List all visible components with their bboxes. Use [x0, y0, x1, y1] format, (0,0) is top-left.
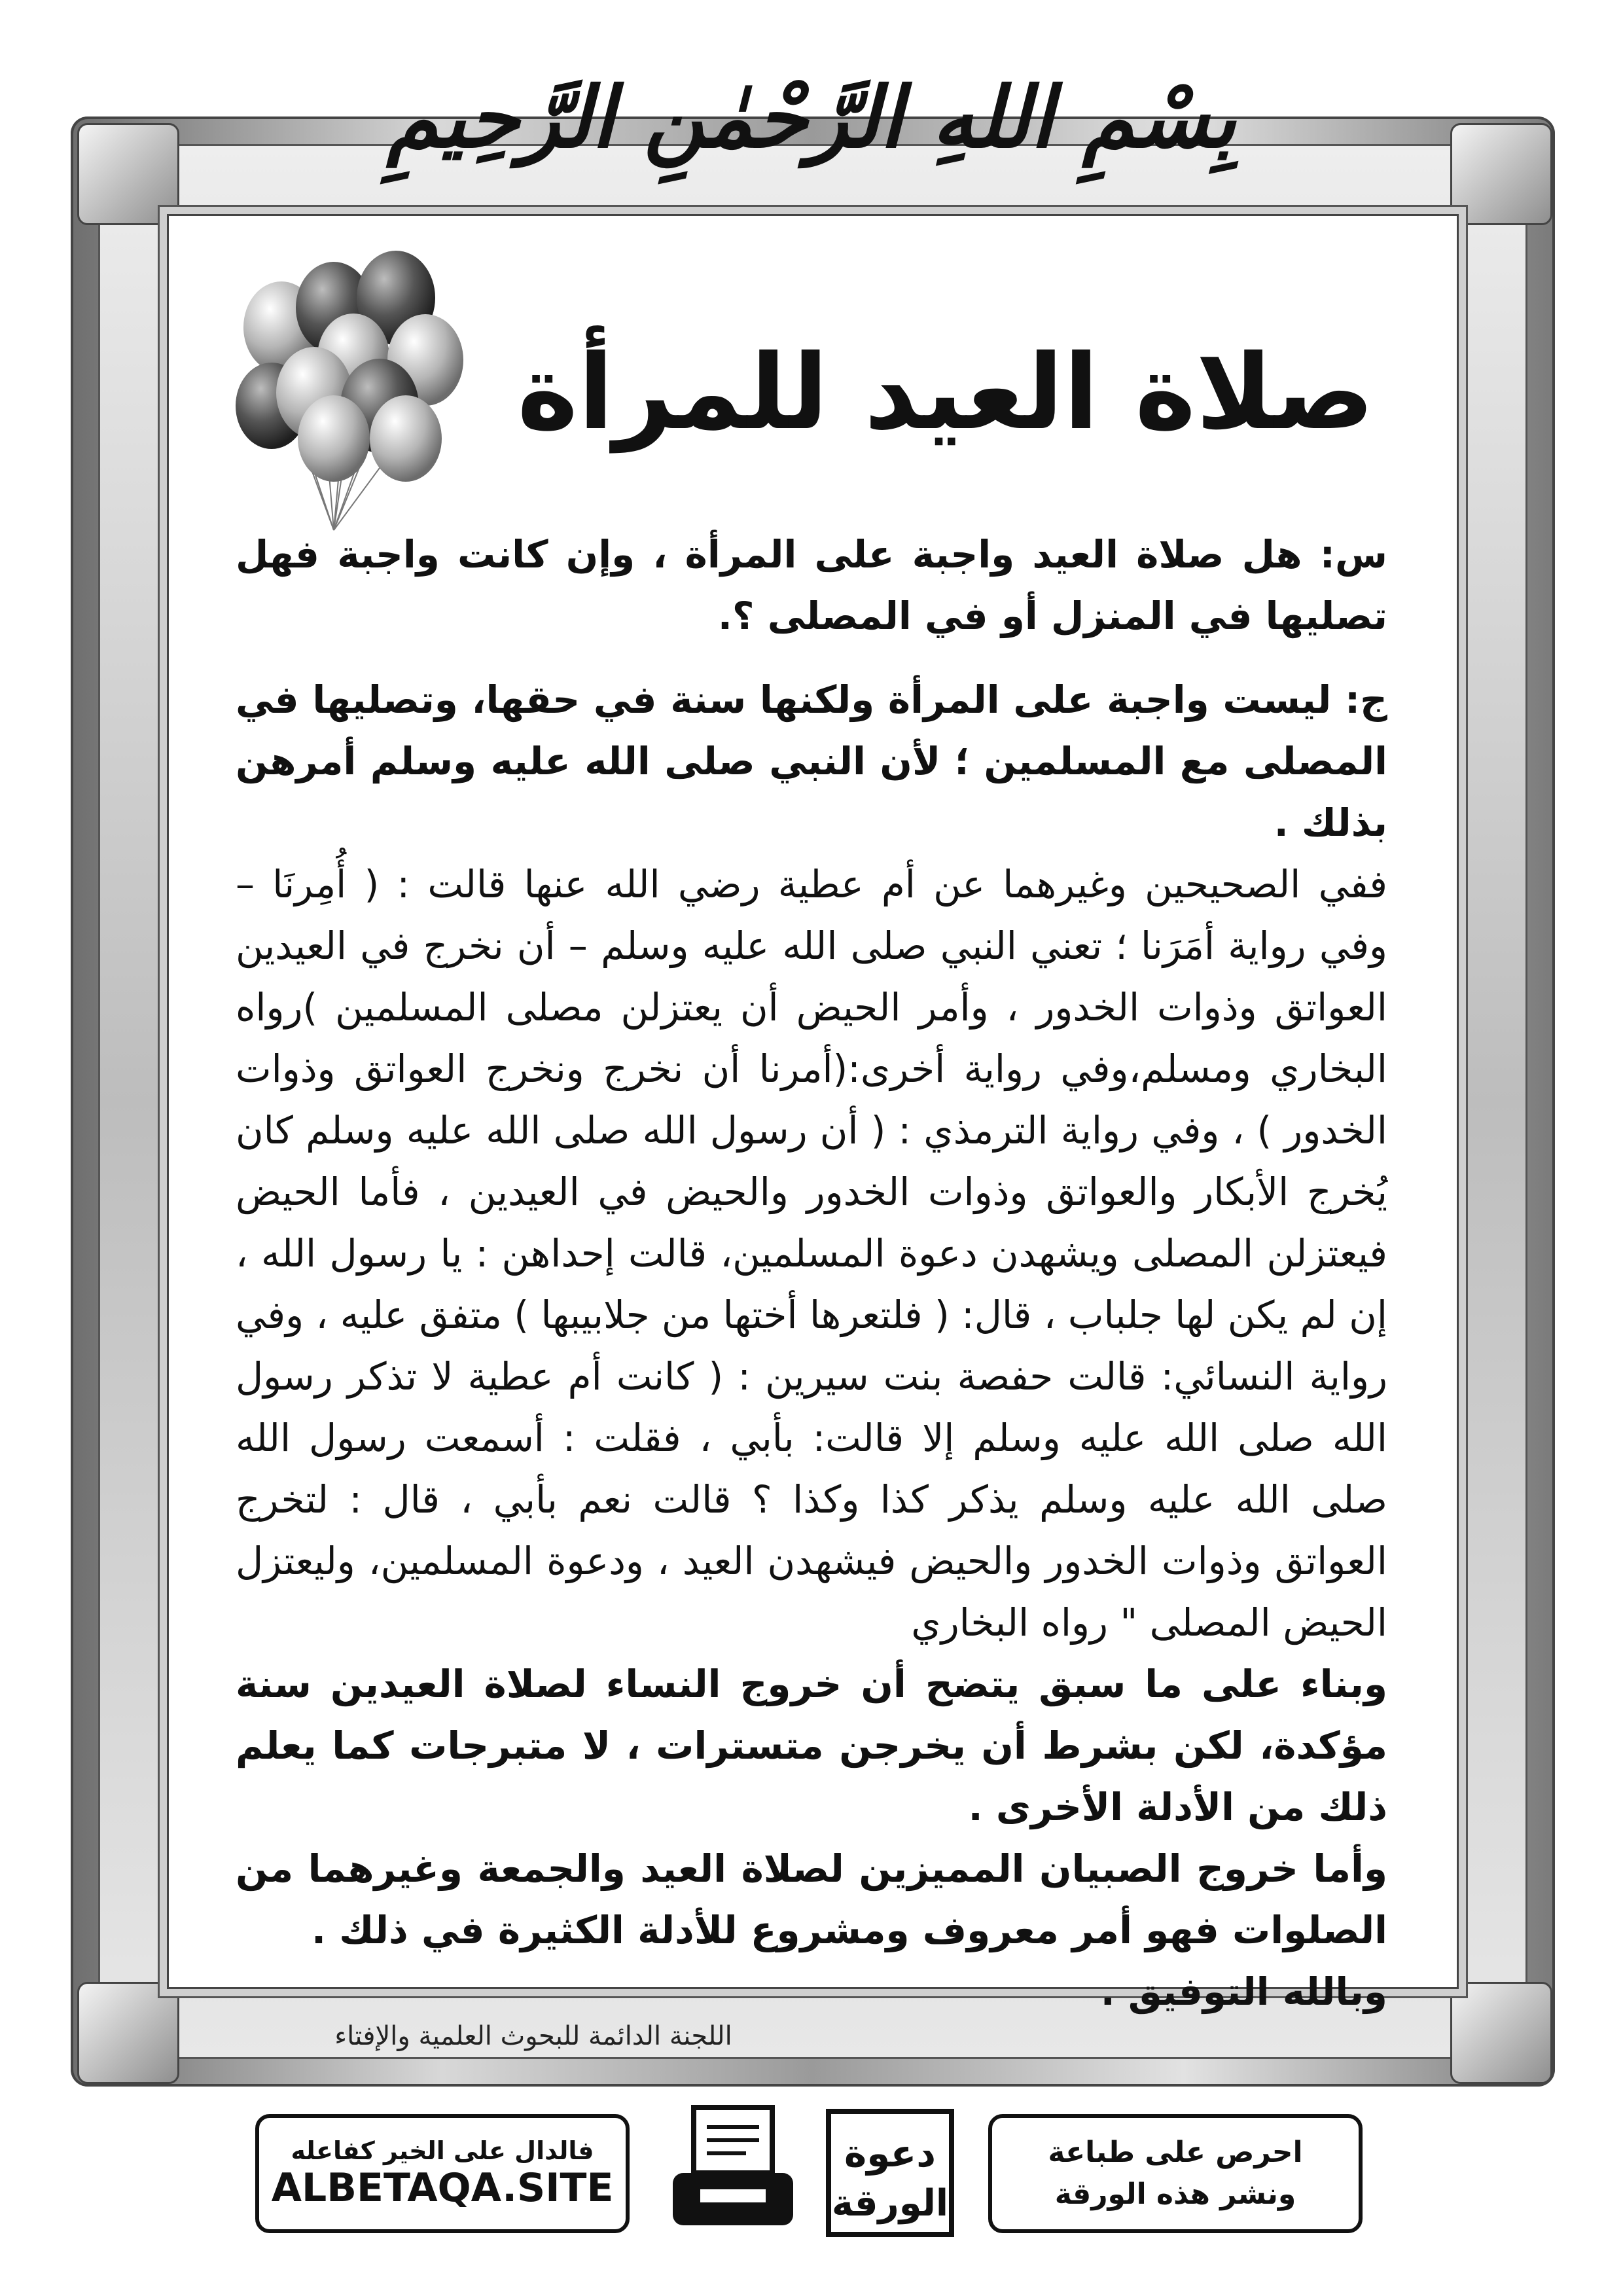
footer: [249, 2101, 1374, 2245]
children-paragraph: وأما خروج الصبيان المميزين لصلاة العيد والجمعة وغيرهما من الصلوات فهو أمر معروف ومشروع للأدلة الكثيرة في ذلك .: [236, 1846, 1387, 1952]
print-reminder-line2: ونشر هذه الورقة: [1054, 2178, 1296, 2211]
closing-line: وبالله التوفيق .: [1100, 1969, 1387, 2014]
site-link[interactable]: ALBETAQA.SITE: [271, 2165, 614, 2211]
article-body: [236, 524, 1387, 2022]
frame-corner: [1450, 1982, 1552, 2084]
conclusion-paragraph: وبناء على ما سبق يتضح أن خروج النساء لصلاة العيدين سنة مؤكدة، لكن بشرط أن يخرجن متسترات ، لا متبرجات كما يعلم ذلك من الأدلة الأخرى .: [236, 1662, 1387, 1829]
frame-corner: [77, 1982, 179, 2084]
logo-word-2: الورقة: [831, 2182, 949, 2225]
committee-signature: اللجنة الدائمة للبحوث العلمية والإفتاء: [334, 2021, 732, 2051]
answer-paragraph: ج: ليست واجبة على المرأة ولكنها سنة في حقها، وتصليها في المصلى مع المسلمين ؛ لأن النبي صلى الله عليه وسلم أمرهن بذلك .: [236, 677, 1387, 845]
frame-corner: [1450, 123, 1552, 225]
frame-corner: [77, 123, 179, 225]
balloons-icon: [209, 242, 491, 550]
print-reminder-box: [988, 2114, 1363, 2233]
question-paragraph: س: هل صلاة العيد واجبة على المرأة ، وإن كانت واجبة فهل تصليها في المنزل أو في المصلى ؟.: [236, 532, 1387, 638]
basmala-calligraphy: [386, 20, 1237, 216]
printer-icon: [668, 2101, 798, 2238]
site-box: [255, 2114, 630, 2233]
hadith-paragraph: ففي الصحيحين وغيرهما عن أم عطية رضي الله عنها قالت : ( أُمِرنَا – وفي رواية أمَرَنا ؛ تعني النبي صلى الله عليه وسلم – أن نخرج في العيدين العواتق وذوات الخدور ، وأمر الحيض أن يعتزلن مصلى المسلمين )رواه البخاري ومسلم،وفي رواية أخرى:(أمرنا أن نخرج ونخرج العواتق وذوات الخدور ) ، وفي رواية الترمذي : ( أن رسول الله صلى الله عليه وسلم كان يُخرج الأبكار والعواتق وذوات الخدور والحيض في العيدين ، فأما الحيض فيعتزلن المصلى ويشهدن دعوة المسلمين، قالت إحداهن : يا رسول الله ، إن لم يكن لها جلباب ، قال: ( فلتعرها أختها من جلابيبها ) متفق عليه ، وفي رواية النسائي: قالت حفصة بنت سيرين : ( كانت أم عطية لا تذكر رسول الله صلى الله عليه وسلم إلا قالت: بأبي ، فقلت : أسمعت رسول الله صلى الله عليه وسلم يذكر كذا وكذا ؟ قالت نعم بأبي ، قال : لتخرج العواتق وذوات الخدور والحيض فيشهدن العيد ، ودعوة المسلمين، وليعتزل الحيض المصلى " رواه البخاري: [236, 862, 1387, 1645]
basmala-text: بِسْمِ اللهِ الرَّحْمٰنِ الرَّحِيمِ: [386, 69, 1237, 167]
page-title: صلاة العيد للمرأة: [517, 332, 1374, 453]
good-deed-line: فالدال على الخير كفاعله: [291, 2136, 594, 2165]
daawa-logo: [825, 2108, 955, 2238]
logo-word-1: دعوة: [844, 2131, 936, 2176]
print-reminder-line1: احرص على طباعة: [1048, 2136, 1303, 2169]
